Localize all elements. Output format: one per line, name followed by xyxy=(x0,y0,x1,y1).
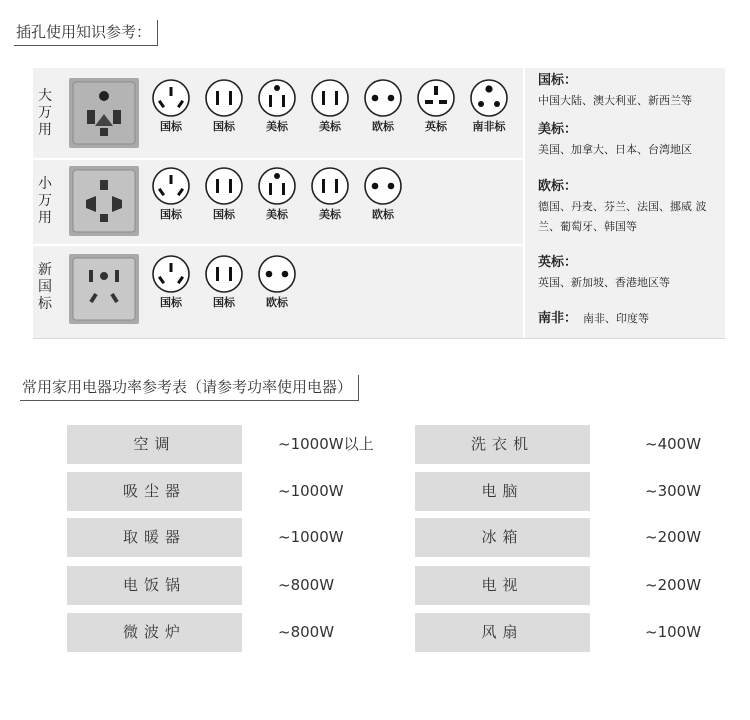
socket-cn-two-pin xyxy=(202,254,246,309)
socket-us-two-pin xyxy=(308,78,352,133)
row-label-char: 用 xyxy=(38,122,52,138)
region-countries: 南非、印度等 xyxy=(583,312,650,325)
socket-cn-two-pin xyxy=(202,166,246,221)
appliance-power-value: ~200W xyxy=(645,576,702,594)
socket-standard-label: 国标 xyxy=(160,208,182,221)
appliance-power-value: ~1000W xyxy=(278,528,344,546)
cn-two-pin-icon xyxy=(202,78,246,118)
us-two-pin-icon xyxy=(308,78,352,118)
row-label-char: 万 xyxy=(38,193,52,209)
uk-square-pin-icon xyxy=(414,78,458,118)
region-title: 国标： xyxy=(538,73,578,88)
us-three-pin-icon xyxy=(255,78,299,118)
cn-two-pin-icon xyxy=(202,166,246,206)
row-new-national xyxy=(33,248,523,334)
socket-standard-label: 国标 xyxy=(160,296,182,309)
socket-standard-label: 国标 xyxy=(160,120,182,133)
row-label-char: 万 xyxy=(38,105,52,121)
socket-us-two-pin xyxy=(308,166,352,221)
appliance-power-value: ~300W xyxy=(645,482,702,500)
row-label-char: 大 xyxy=(38,88,52,104)
socket-standard-label: 国标 xyxy=(213,296,235,309)
socket-standard-label: 美标 xyxy=(266,208,288,221)
socket-uk-square-pin xyxy=(414,78,458,133)
cn-three-pin-icon xyxy=(149,78,193,118)
appliance-name-cell: 洗衣机 xyxy=(415,425,590,464)
row-label-char: 用 xyxy=(38,210,52,226)
socket-za-round-pin xyxy=(467,78,511,133)
socket-standard-label: 英标 xyxy=(425,120,447,133)
socket-eu-round-pin xyxy=(255,254,299,309)
row-label xyxy=(33,262,57,313)
region-countries: 英国、新加坡、香港地区等 xyxy=(538,276,670,289)
region-entry xyxy=(538,309,723,329)
appliance-power-value: ~400W xyxy=(645,435,702,453)
us-two-pin-icon xyxy=(308,166,352,206)
universal-outlet-panel-image xyxy=(69,78,139,148)
vertical-divider xyxy=(523,68,525,338)
appliance-power-value: ~1000W以上 xyxy=(278,435,374,453)
region-countries: 美国、加拿大、日本、台湾地区 xyxy=(538,143,692,156)
row-label-char: 新 xyxy=(38,262,52,278)
socket-us-three-pin xyxy=(255,166,299,221)
row-label-char: 标 xyxy=(38,296,52,312)
new-national-outlet-panel-image xyxy=(69,254,139,324)
socket-cn-three-pin xyxy=(149,166,193,221)
socket-reference-table xyxy=(33,68,725,339)
socket-us-three-pin xyxy=(255,78,299,133)
socket-standard-label: 欧标 xyxy=(372,208,394,221)
row-label xyxy=(33,176,57,227)
appliance-name-cell: 电饭锅 xyxy=(67,566,242,605)
socket-eu-round-pin xyxy=(361,166,405,221)
cn-three-pin-icon xyxy=(149,254,193,294)
socket-cn-two-pin xyxy=(202,78,246,133)
row-label-char: 国 xyxy=(38,279,52,295)
row-small-universal xyxy=(33,162,523,242)
za-round-pin-icon xyxy=(467,78,511,118)
appliance-name-cell: 电脑 xyxy=(415,472,590,511)
appliance-name-cell: 空调 xyxy=(67,425,242,464)
row-divider xyxy=(33,244,523,246)
appliance-power-value: ~200W xyxy=(645,528,702,546)
appliance-power-value: ~800W xyxy=(278,623,335,641)
cn-three-pin-icon xyxy=(149,166,193,206)
region-entry xyxy=(538,254,723,293)
appliance-name-cell: 取暖器 xyxy=(67,518,242,557)
socket-standard-label: 美标 xyxy=(319,120,341,133)
power-section-heading: 常用家用电器功率参考表（请参考功率使用电器） xyxy=(20,375,359,401)
row-large-universal xyxy=(33,74,523,154)
appliance-name-cell: 电视 xyxy=(415,566,590,605)
eu-round-pin-icon xyxy=(361,166,405,206)
row-divider xyxy=(33,158,523,160)
region-title: 南非： xyxy=(538,311,578,326)
socket-cn-three-pin xyxy=(149,78,193,133)
socket-standard-label: 美标 xyxy=(266,120,288,133)
socket-standard-label: 欧标 xyxy=(266,296,288,309)
eu-round-pin-icon xyxy=(361,78,405,118)
region-entry xyxy=(538,72,723,111)
appliance-name-cell: 风扇 xyxy=(415,613,590,652)
eu-round-pin-icon xyxy=(255,254,299,294)
socket-standard-label: 美标 xyxy=(319,208,341,221)
region-countries: 中国大陆、澳大利亚、新西兰等 xyxy=(538,94,692,107)
region-title: 英标： xyxy=(538,255,578,270)
row-label xyxy=(33,88,57,139)
region-entry xyxy=(538,178,723,237)
socket-section-heading: 插孔使用知识参考： xyxy=(14,20,158,46)
region-countries: 德国、丹麦、芬兰、法国、挪威 波兰、葡萄牙、韩国等 xyxy=(538,200,707,233)
small-universal-outlet-panel-image xyxy=(69,166,139,236)
appliance-name-cell: 吸尘器 xyxy=(67,472,242,511)
socket-cn-three-pin xyxy=(149,254,193,309)
socket-eu-round-pin xyxy=(361,78,405,133)
appliance-power-value: ~100W xyxy=(645,623,702,641)
socket-standard-label: 欧标 xyxy=(372,120,394,133)
appliance-power-value: ~800W xyxy=(278,576,335,594)
appliance-power-value: ~1000W xyxy=(278,482,344,500)
appliance-name-cell: 微波炉 xyxy=(67,613,242,652)
cn-two-pin-icon xyxy=(202,254,246,294)
socket-standard-label: 国标 xyxy=(213,208,235,221)
us-three-pin-icon xyxy=(255,166,299,206)
socket-standard-label: 国标 xyxy=(213,120,235,133)
region-title: 美标： xyxy=(538,122,578,137)
region-entry xyxy=(538,121,723,160)
appliance-name-cell: 冰箱 xyxy=(415,518,590,557)
region-title: 欧标： xyxy=(538,179,578,194)
socket-standard-label: 南非标 xyxy=(472,120,506,133)
row-label-char: 小 xyxy=(38,176,52,192)
